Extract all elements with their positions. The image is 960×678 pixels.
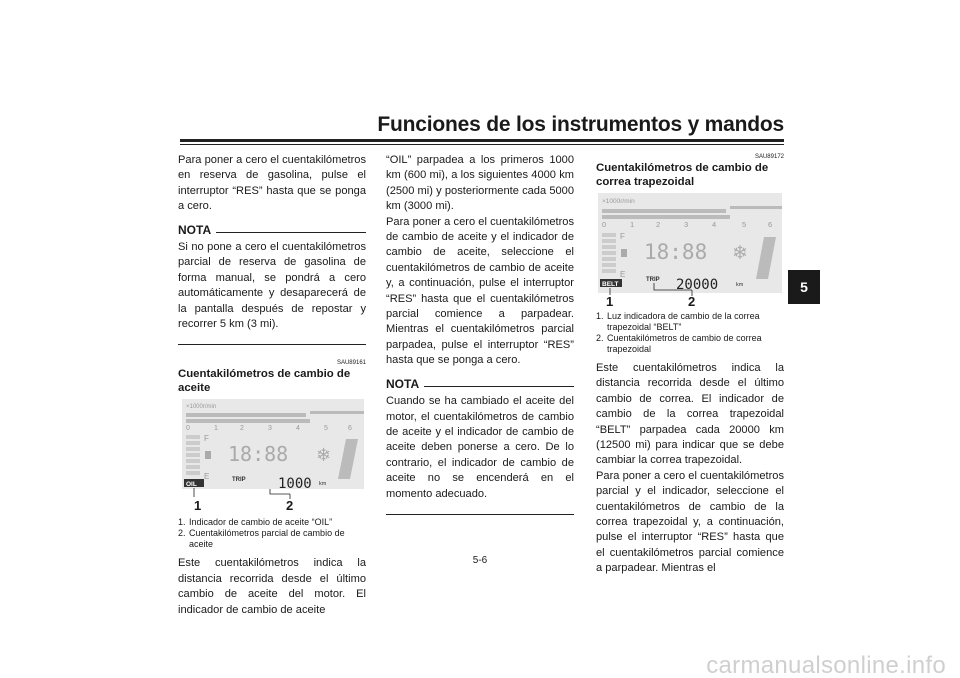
note-header — [386, 377, 574, 392]
oil-indicator-text: OIL — [186, 481, 197, 489]
callout-1: 1 — [606, 294, 614, 309]
header-rule-thin — [180, 144, 784, 145]
figure-captions — [596, 311, 784, 355]
header-rule — [180, 139, 784, 142]
fuel-full-label: F — [620, 232, 625, 241]
section-code: SAU89161 — [336, 360, 366, 367]
unit-label: km — [736, 282, 744, 288]
paragraph: Este cuentakilómetros indica la distancia recorrida desde el último cambio de correa. El indicador de cambio de la correa trapezoidal “BELT” parpadea cada 20000 km (12500 mi) para indicar que se debe cambiar la correa trapezoidal. — [596, 362, 784, 467]
note-text: Si no pone a cero el cuentakilómetros parcial de reserva de gasolina de forma manual, se pondrá a cero automáticamente y desaparecerá de la pantalla después de repostar y recorrer 5 km (3 mi). — [178, 241, 366, 331]
caption-item: 1. Indicador de cambio de aceite “OIL” — [178, 517, 333, 528]
fuel-gauge — [186, 435, 200, 475]
odometer-display: 20000 — [676, 277, 719, 293]
callout-2: 2 — [286, 498, 294, 514]
fuel-gauge — [602, 233, 616, 273]
page-header-title: Funciones de los instrumentos y mandos — [377, 113, 784, 136]
clock-display: 18:88 — [228, 442, 289, 467]
svg-text:1: 1 — [214, 425, 218, 433]
note-end-rule — [178, 344, 366, 345]
snowflake-icon: ❄ — [732, 243, 748, 264]
odometer-display: 1000 — [278, 476, 312, 493]
svg-text:3: 3 — [268, 425, 272, 433]
note-text: Cuando se ha cambiado el aceite del motor, el cuentakilómetros de cambio de aceite y el indicador de cambio de aceite deben ponerse a cero. De lo contrario, el indicador de cambio de aceite no se encenderá en el momento adecuado. — [386, 395, 574, 500]
column-3 — [596, 153, 784, 577]
fuel-full-label: F — [204, 434, 209, 444]
watermark: carmanualsonline.info — [706, 652, 946, 678]
fuel-empty-label: E — [204, 472, 210, 482]
svg-text:5: 5 — [742, 220, 747, 229]
paragraph: Para poner a cero el cuentakilómetros de cambio de aceite y el indicador de cambio de aceite, seleccione el cuentakilómetros de cambio de aceite y, a continuación, pulse el interruptor “RES” hasta que el cuentakilómetros parcial comience a parpadear. Mientras el cuentakilómetros parcial parpadea, pulse el interruptor “RES” hasta que se ponga a cero. — [386, 215, 574, 367]
note-rule — [216, 232, 366, 233]
fuel-pump-icon — [205, 451, 211, 459]
paragraph: Para poner a cero el cuentakilómetros parcial y el indicador, seleccione el cuentakilómetros de cambio de la correa trapezoidal y, a continuación, pulse el interruptor “RES” hasta que el cuentakilómetros parcial comience a parpadear. Mientras el — [596, 469, 784, 575]
caption-item: 2. Cuentakilómetros de cambio de correa trapezoidal — [596, 333, 762, 354]
paragraph: Este cuentakilómetros indica la distancia recorrida desde el último cambio de aceite del motor. El indicador de cambio de aceite — [178, 557, 366, 616]
svg-text:0: 0 — [602, 220, 607, 229]
note-header — [178, 223, 366, 238]
belt-meter-figure — [596, 193, 784, 309]
rpm-scale-label: ×1000r/min — [602, 198, 635, 205]
unit-label: km — [319, 481, 327, 488]
note-end-rule — [386, 514, 574, 515]
paragraph: Para poner a cero el cuentakilómetros en reserva de gasolina, pulse el interruptor “RES” hasta que se ponga a cero. — [178, 154, 366, 213]
belt-indicator-text: BELT — [602, 281, 619, 288]
caption-item: 1. Luz indicadora de cambio de la correa trapezoidal “BELT” — [596, 311, 760, 332]
svg-text:4: 4 — [712, 220, 717, 229]
trip-label: TRIP — [646, 277, 660, 283]
trip-label: TRIP — [232, 477, 246, 484]
page-number: 5-6 — [472, 555, 488, 566]
note-rule — [424, 386, 574, 387]
column-1 — [178, 153, 366, 618]
rpm-scale-label: ×1000r/min — [186, 404, 217, 411]
svg-text:2: 2 — [656, 220, 661, 229]
section-code: SAU89172 — [754, 154, 784, 160]
chapter-tab: 5 — [788, 270, 820, 304]
svg-text:4: 4 — [296, 425, 300, 433]
svg-text:6: 6 — [768, 220, 773, 229]
note-label: NOTA — [386, 376, 420, 391]
svg-text:1: 1 — [630, 220, 635, 229]
paragraph: “OIL” parpadea a los primeros 1000 km (600 mi), a los siguientes 4000 km (2500 mi) y posteriormente cada 5000 km (3000 mi). — [386, 154, 574, 213]
section-title: Cuentakilómetros de cambio de correa trapezoidal — [596, 162, 769, 188]
caption-item: 2. Cuentakilómetros parcial de cambio de aceite — [178, 528, 345, 550]
fuel-empty-label: E — [620, 270, 626, 279]
column-2 — [386, 153, 574, 515]
callout-1: 1 — [194, 498, 202, 514]
snowflake-icon: ❄ — [316, 445, 332, 466]
svg-text:6: 6 — [348, 425, 352, 433]
svg-text:5: 5 — [324, 425, 328, 433]
note-label: NOTA — [178, 222, 212, 237]
section-title: Cuentakilómetros de cambio de aceite — [178, 368, 351, 395]
svg-text:0: 0 — [186, 425, 190, 433]
figure-captions — [178, 517, 366, 550]
callout-2: 2 — [688, 294, 696, 309]
fuel-pump-icon — [621, 249, 627, 257]
svg-text:2: 2 — [240, 425, 244, 433]
clock-display: 18:88 — [644, 240, 708, 264]
svg-text:3: 3 — [684, 220, 689, 229]
oil-meter-figure — [178, 399, 366, 515]
